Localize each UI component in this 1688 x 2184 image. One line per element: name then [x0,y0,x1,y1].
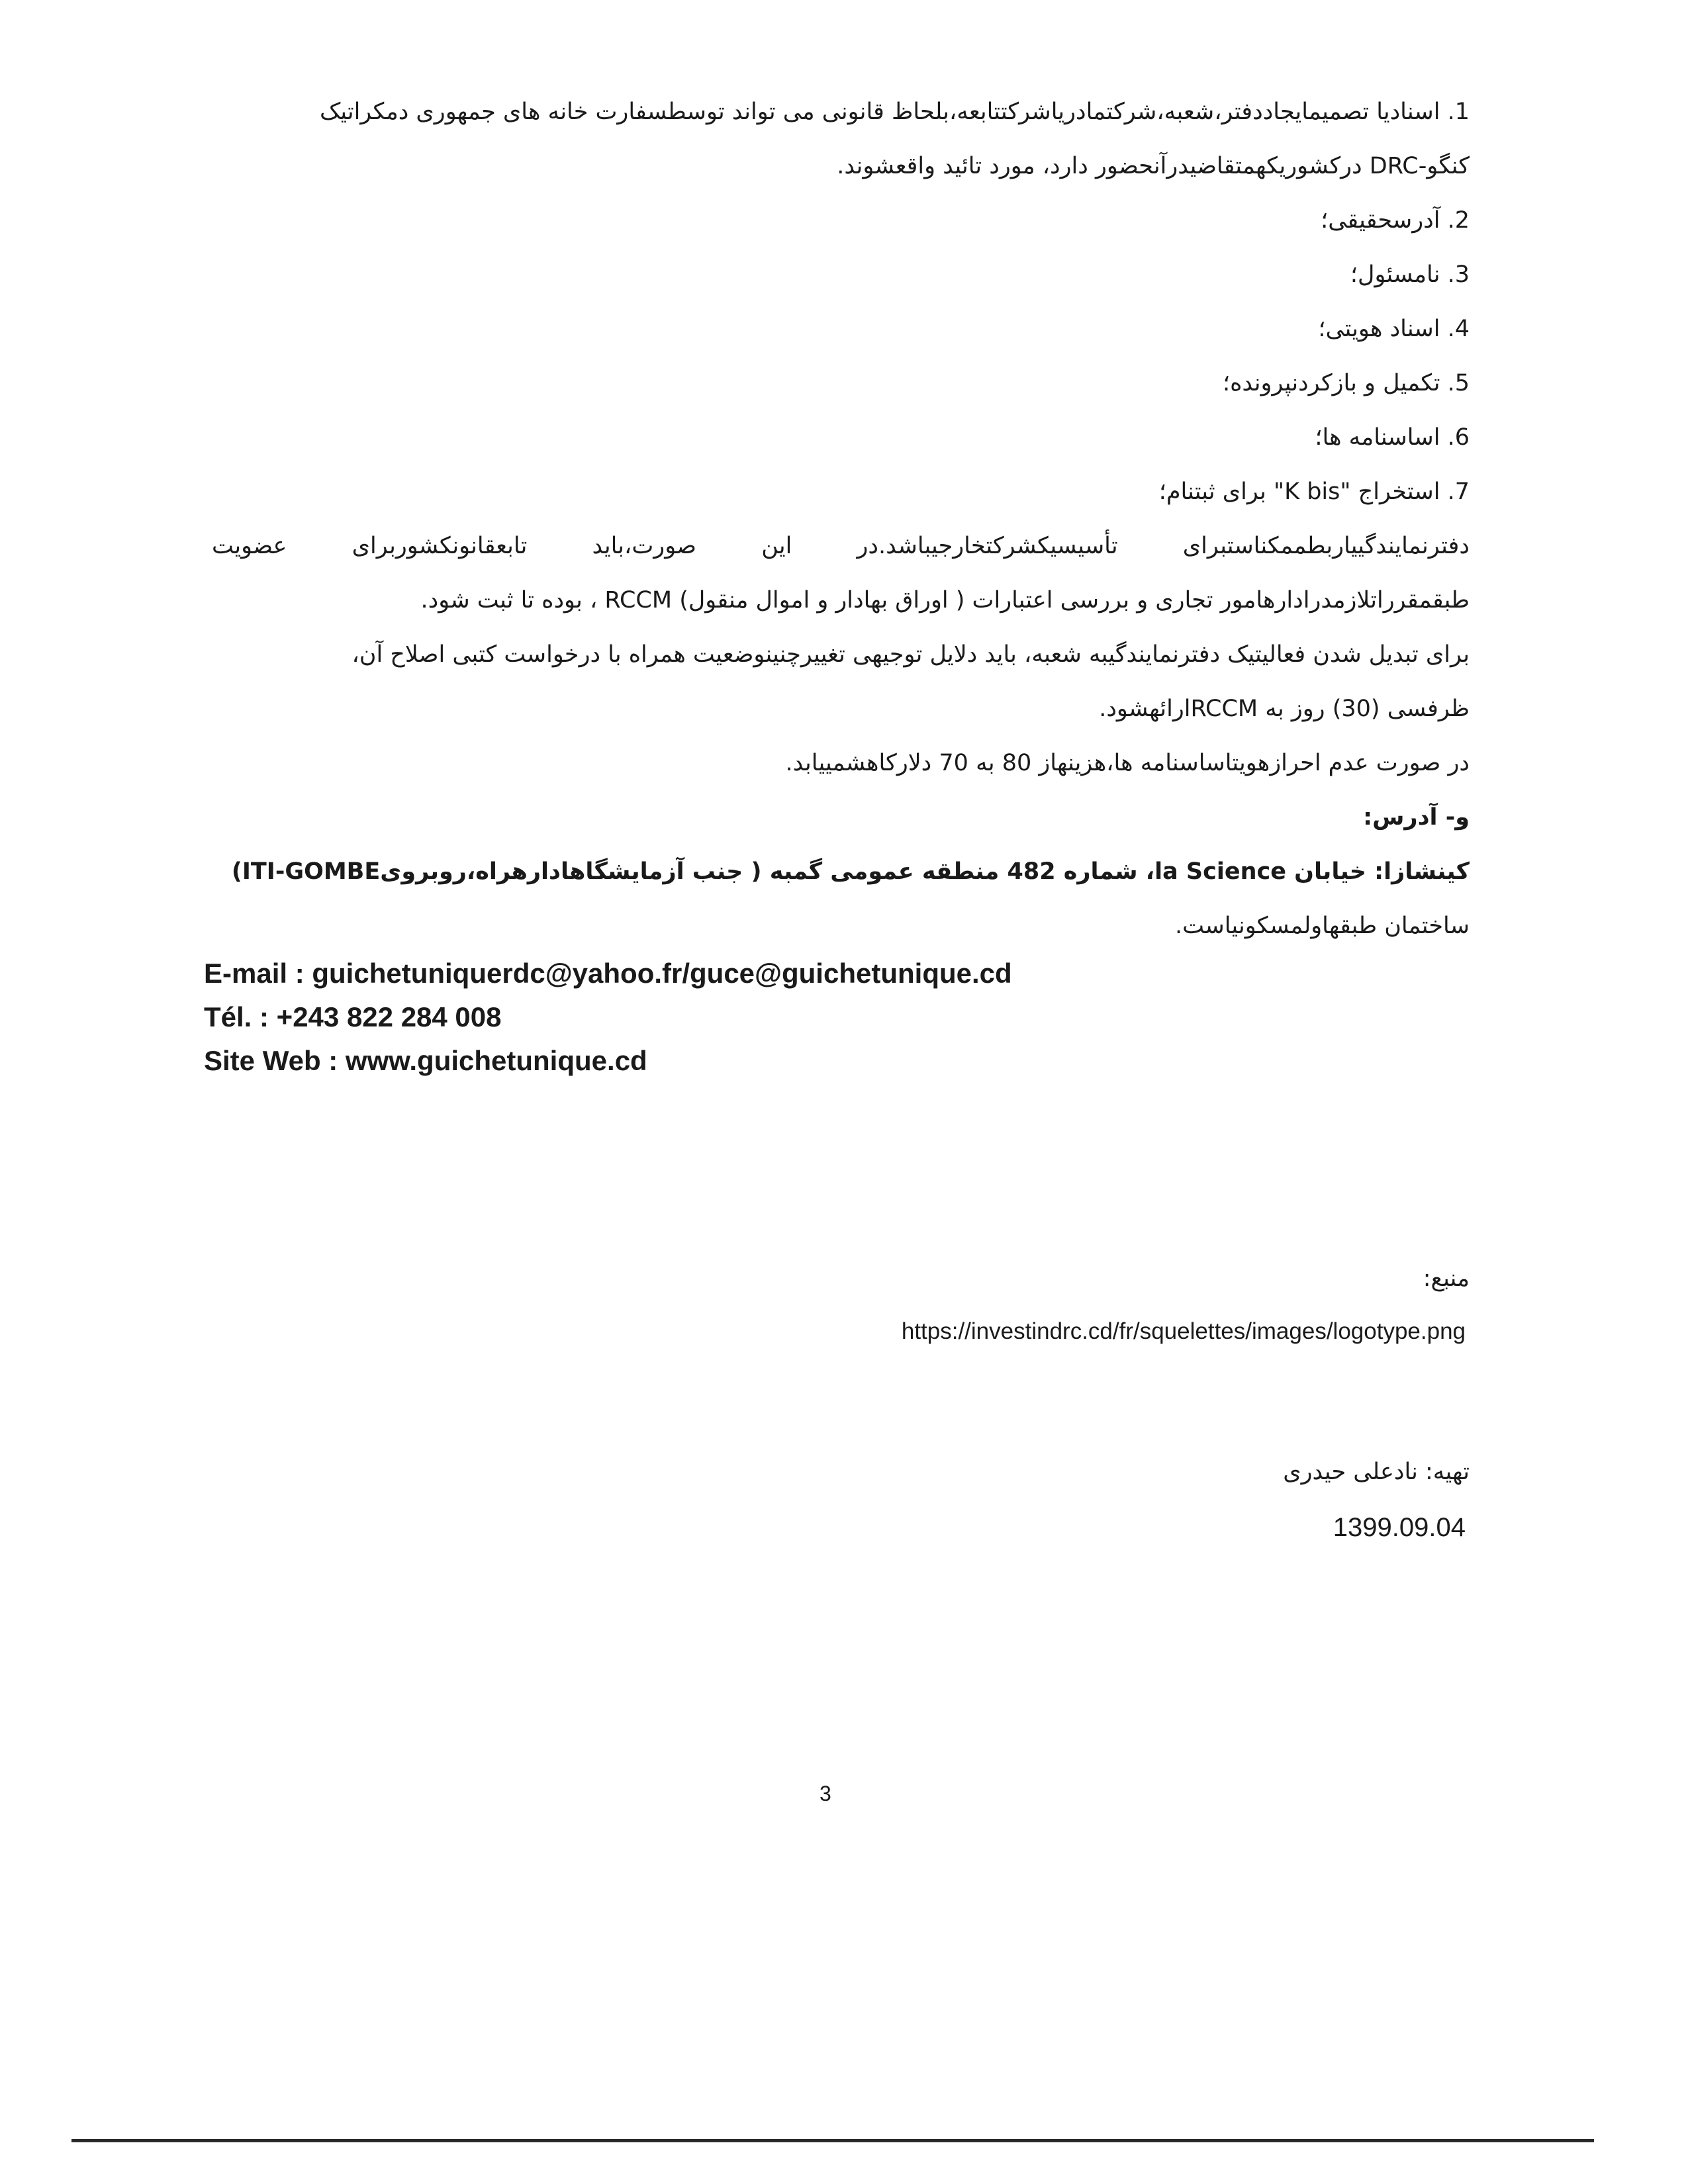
prepared-by: تهیه: نادعلی حیدری [1283,1459,1470,1485]
address-line-2: ساختمان طبقهاولمسکونیاست. [1174,913,1470,939]
item-5: 5. تکمیل و بازکردنپرونده؛ [1222,370,1470,396]
page-number: 3 [820,1782,831,1805]
paragraph-2-line-2: ظرفسی (30) روز به RCCMارائهشود. [1099,696,1470,722]
address-line-1: کینشازا: خیابان la Science، شماره 482 منطقه عمومی گمبه ( جنب آزمایشگاهادارهراه،روبرویITI-GOMBE) [231,858,1470,885]
paragraph-1-word: صورت،باید [592,533,696,559]
item-4: 4. اسناد هویتی؛ [1318,316,1470,342]
item-1-line-2: کنگو-DRC درکشوریکهمتقاضیدرآنحضور دارد، مورد تائید واقعشوند. [837,153,1470,179]
address-heading: و- آدرس: [1363,804,1470,831]
source-label: منبع: [1423,1265,1470,1292]
paragraph-2-line-1: برای تبدیل شدن فعالیتیک دفترنمایندگیبه شعبه، باید دلایل توجیهی تغییرچنینوضعیت همراه با درخواست کتبی اصلاح آن، [352,641,1470,668]
paragraph-1-word: دفترنمایندگییاربطممکناستبرای [1182,533,1470,559]
contact-website: Site Web : www.guichetunique.cd [204,1045,647,1076]
item-2: 2. آدرسحقیقی؛ [1321,207,1470,234]
contact-block [204,952,1012,1083]
item-1-line-1: 1. اسنادیا تصمیمایجاددفتر،شعبه،شرکتمادریاشرکتتابعه،بلحاظ قانونی می تواند توسطسفارت خانه های جمهوری دمکراتیک [319,99,1470,125]
paragraph-3: در صورت عدم احرازهویتاساسنامه ها،هزینهاز 80 به 70 دلارکاهشمییابد. [785,750,1470,776]
item-7: 7. استخراج "K bis" برای ثبتنام؛ [1158,478,1470,505]
document-date: 1399.09.04 [1333,1513,1466,1542]
item-3: 3. نامسئول؛ [1350,261,1470,288]
paragraph-1-word: تأسیسیکشرکتخارجیباشد.در [857,533,1118,559]
paragraph-1-word: تابعقانونکشوربرای [352,533,528,559]
source-url: https://investindrc.cd/fr/squelettes/images/logotype.png [901,1318,1466,1344]
document-body [212,85,1470,953]
contact-email: E-mail : guichetuniquerdc@yahoo.fr/guce@guichetunique.cd [204,958,1012,989]
item-6: 6. اساسنامه ها؛ [1315,424,1470,451]
contact-phone: Tél. : +243 822 284 008 [204,1001,502,1032]
footer-rule [71,2139,1594,2142]
paragraph-1-line-1 [212,519,1470,573]
paragraph-1-word: عضویت [212,533,287,559]
paragraph-1-line-2: طبقمقرراتلازمدرادارهامور تجاری و بررسی اعتبارات ( اوراق بهادار و اموال منقول) RCCM ، بوده تا ثبت شود. [420,587,1470,614]
paragraph-1-word: این [761,533,792,559]
